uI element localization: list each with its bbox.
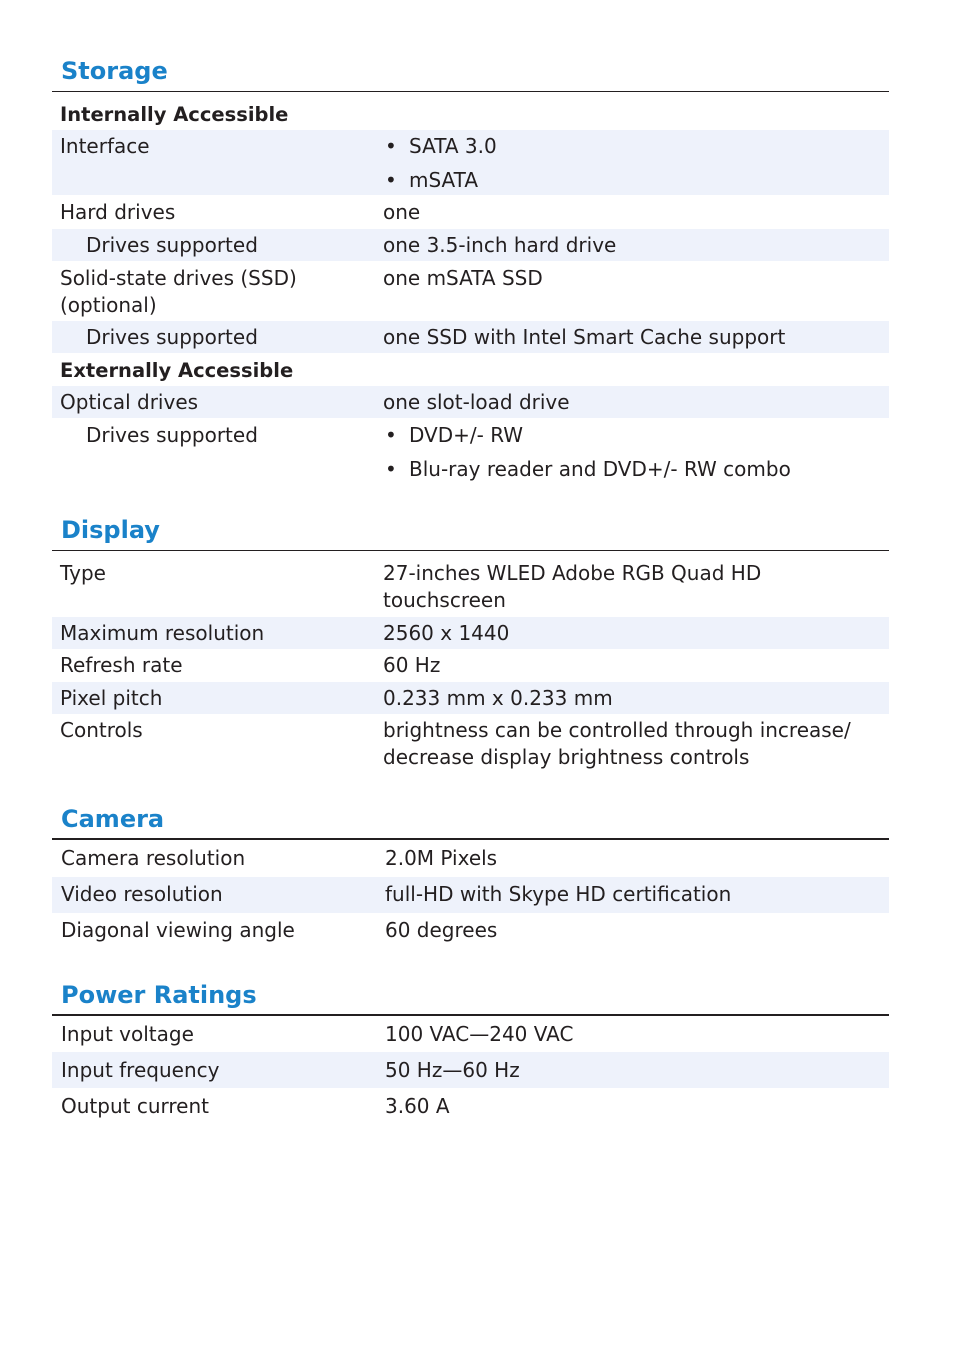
table-row <box>52 1052 889 1088</box>
optical-supported-label: Drives supported <box>86 423 258 447</box>
storage-rule <box>52 91 889 92</box>
camera-resolution-value: 2.0M Pixels <box>385 846 498 870</box>
input-voltage-label: Input voltage <box>61 1022 194 1046</box>
hard-drives-value: one <box>383 200 421 224</box>
power-title: Power Ratings <box>61 981 257 1009</box>
ssd-label <box>60 265 370 319</box>
refresh-rate-value: 60 Hz <box>383 653 441 677</box>
list-item: • DVD+/- RW <box>383 422 883 449</box>
ssd-supported-label: Drives supported <box>86 325 258 349</box>
ssd-label-line2: (optional) <box>60 293 157 317</box>
hd-supported-value: one 3.5-inch hard drive <box>383 233 617 257</box>
type-value-line2: touchscreen <box>383 588 506 612</box>
controls-row <box>52 714 889 776</box>
display-title: Display <box>61 516 160 544</box>
controls-value-line2: decrease display brightness controls <box>383 745 750 769</box>
input-frequency-value: 50 Hz—60 Hz <box>385 1058 520 1082</box>
refresh-rate-label: Refresh rate <box>60 653 183 677</box>
list-item: • mSATA <box>383 167 883 194</box>
camera-resolution-label: Camera resolution <box>61 846 246 870</box>
interface-row <box>52 130 889 195</box>
interface-value <box>383 133 883 194</box>
table-row <box>52 1088 889 1124</box>
hard-drives-label: Hard drives <box>60 200 176 224</box>
optical-supported-value <box>383 422 883 483</box>
type-value <box>383 560 883 614</box>
optical-supported-row <box>52 418 889 490</box>
optical-row <box>52 386 889 418</box>
pixel-pitch-value: 0.233 mm x 0.233 mm <box>383 686 613 710</box>
video-resolution-label: Video resolution <box>61 882 223 906</box>
hard-drives-row <box>52 195 889 229</box>
pixel-pitch-row <box>52 682 889 714</box>
storage-title: Storage <box>61 57 168 85</box>
video-resolution-value: full-HD with Skype HD certification <box>385 882 732 906</box>
hd-supported-row <box>52 229 889 261</box>
ssd-label-line1: Solid-state drives (SSD) <box>60 266 297 290</box>
table-row <box>52 1016 889 1052</box>
ssd-row <box>52 261 889 321</box>
camera-rule <box>52 838 889 840</box>
max-resolution-row <box>52 617 889 649</box>
controls-value-line1: brightness can be controlled through increase/ <box>383 718 851 742</box>
viewing-angle-label: Diagonal viewing angle <box>61 918 295 942</box>
hd-supported-label: Drives supported <box>86 233 258 257</box>
pixel-pitch-label: Pixel pitch <box>60 686 163 710</box>
refresh-rate-row <box>52 649 889 682</box>
external-heading-row <box>52 355 889 386</box>
external-heading: Externally Accessible <box>60 359 294 382</box>
optical-value: one slot-load drive <box>383 390 570 414</box>
input-frequency-label: Input frequency <box>61 1058 220 1082</box>
ssd-value: one mSATA SSD <box>383 266 543 290</box>
camera-title: Camera <box>61 805 165 833</box>
output-current-value: 3.60 A <box>385 1094 450 1118</box>
max-resolution-label: Maximum resolution <box>60 621 265 645</box>
table-row <box>52 877 889 913</box>
type-row <box>52 556 889 617</box>
type-value-line1: 27-inches WLED Adobe RGB Quad HD <box>383 561 762 585</box>
controls-value <box>383 717 883 771</box>
max-resolution-value: 2560 x 1440 <box>383 621 510 645</box>
output-current-label: Output current <box>61 1094 209 1118</box>
type-label: Type <box>60 561 106 585</box>
ssd-supported-value: one SSD with Intel Smart Cache support <box>383 325 786 349</box>
internal-heading-row <box>52 101 889 130</box>
table-row <box>52 841 889 877</box>
ssd-supported-row <box>52 321 889 353</box>
table-row <box>52 913 889 949</box>
controls-label: Controls <box>60 718 143 742</box>
internal-heading: Internally Accessible <box>60 103 289 126</box>
display-rule <box>52 550 889 551</box>
viewing-angle-value: 60 degrees <box>385 918 498 942</box>
input-voltage-value: 100 VAC—240 VAC <box>385 1022 574 1046</box>
list-item: • SATA 3.0 <box>383 133 883 160</box>
interface-label: Interface <box>60 134 150 158</box>
optical-label: Optical drives <box>60 390 199 414</box>
list-item: • Blu-ray reader and DVD+/- RW combo <box>383 456 883 483</box>
